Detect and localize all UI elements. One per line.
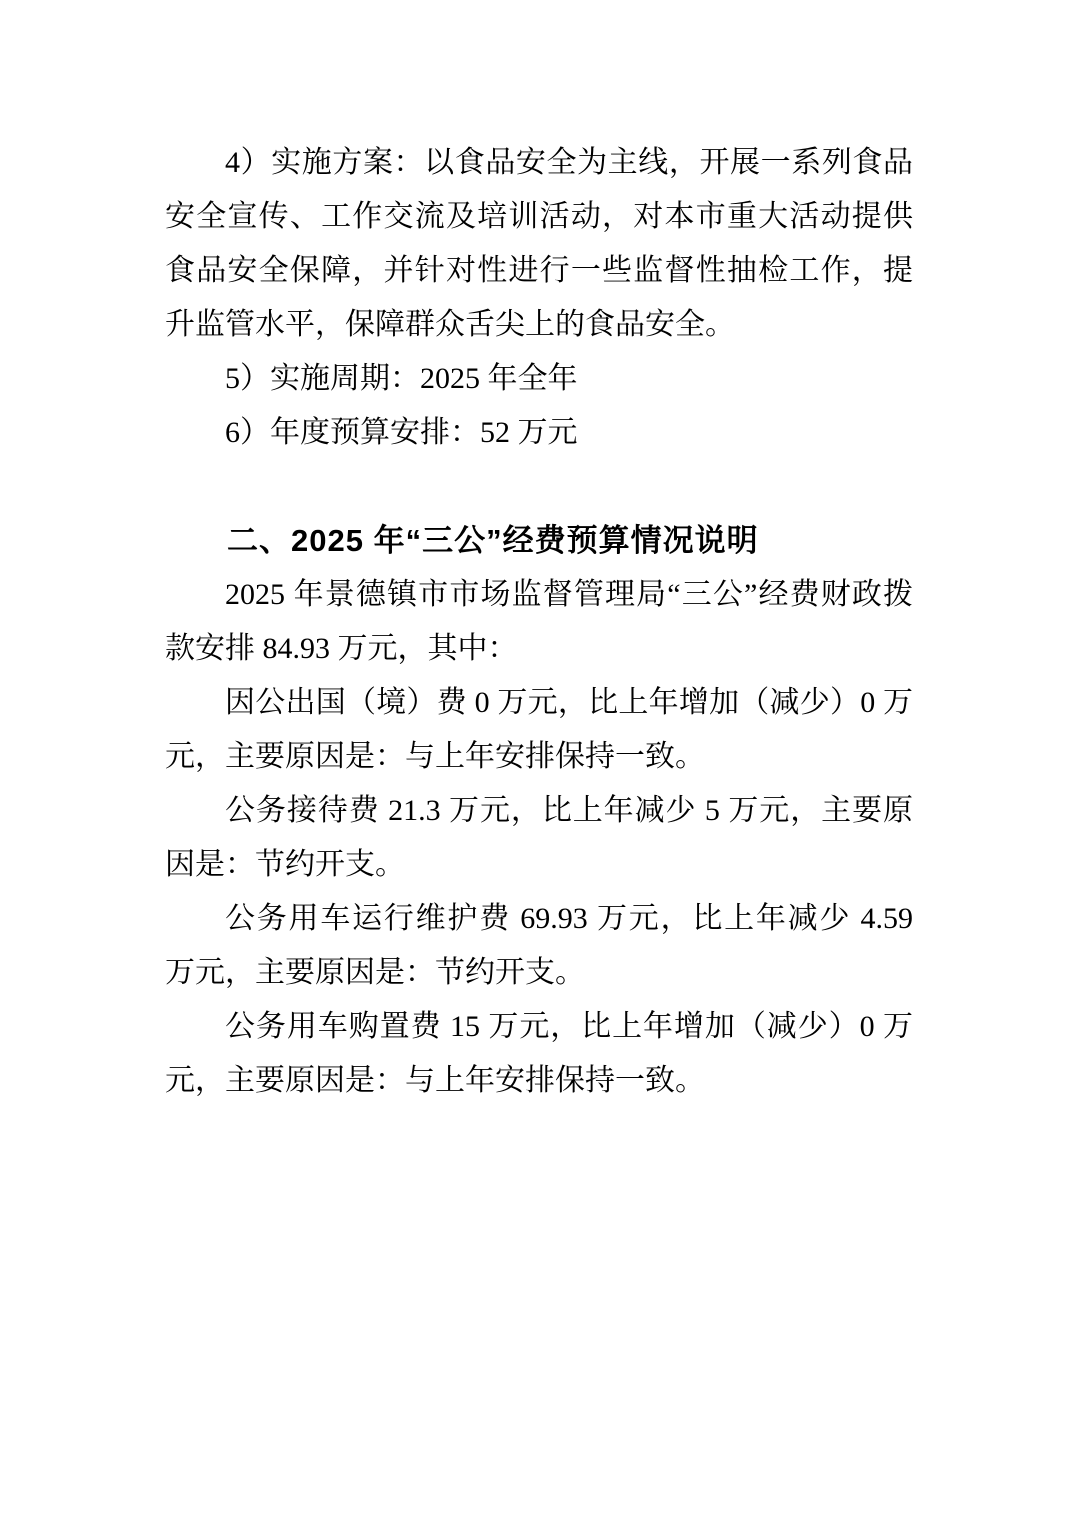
paragraph-three-public-total: 2025 年景德镇市市场监督管理局“三公”经费财政拨款安排 84.93 万元，其中： [165, 578, 913, 665]
paragraph-official-reception-expense: 公务接待费 21.3 万元，比上年减少 5 万元，主要原因是：节约开支。 [165, 794, 913, 881]
paragraph-vehicle-purchase-expense: 公务用车购置费 15 万元，比上年增加（减少）0 万元，主要原因是：与上年安排保持一致。 [165, 1010, 913, 1097]
paragraph-vehicle-operation-expense: 公务用车运行维护费 69.93 万元，比上年减少 4.59 万元，主要原因是：节约开支。 [165, 902, 913, 989]
paragraph-implementation-period: 5）实施周期：2025 年全年 [225, 362, 578, 395]
section-two-heading: 二、2025 年“三公”经费预算情况说明 [227, 523, 759, 558]
paragraph-overseas-travel-expense: 因公出国（境）费 0 万元，比上年增加（减少）0 万元，主要原因是：与上年安排保持一致。 [165, 686, 913, 773]
paragraph-annual-budget: 6）年度预算安排：52 万元 [225, 416, 578, 449]
paragraph-implementation-plan: 4）实施方案：以食品安全为主线，开展一系列食品安全宣传、工作交流及培训活动，对本市重大活动提供食品安全保障，并针对性进行一些监督性抽检工作，提升监管水平，保障群众舌尖上的食品安全。 [165, 146, 913, 341]
